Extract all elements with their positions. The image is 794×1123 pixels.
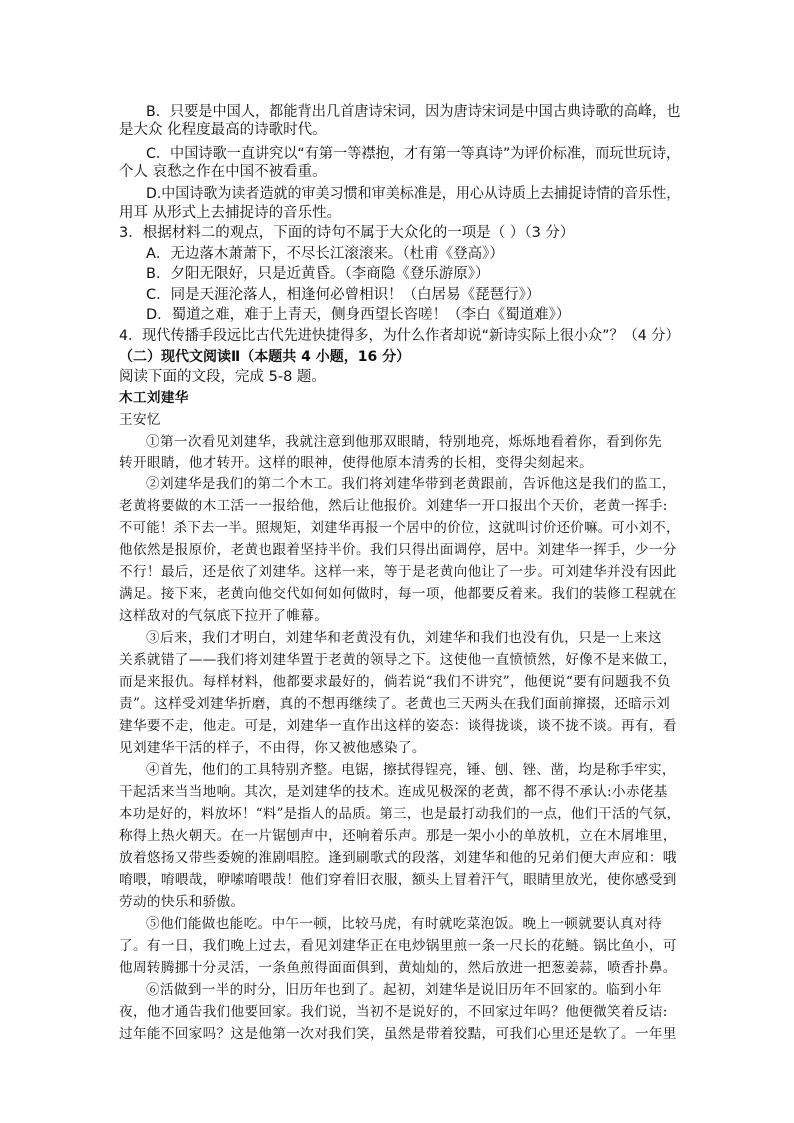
option-d-line-2: 用耳 从形式上去捕捉诗的音乐性。 bbox=[119, 205, 342, 221]
article-title: 木工刘建华 bbox=[119, 390, 189, 406]
paragraph-3-line: 责”。这样受刘建华折磨，真的不想再继续了。老黄也三天两头在我们面前撺掇，还暗示刘 bbox=[119, 696, 671, 712]
question-3-option-c: C．同是天涯沦落人，相逢何必曾相识！（白居易《琵琶行》） bbox=[146, 287, 541, 303]
paragraph-2-line: 他依然是报原价，老黄也跟着坚持半价。我们只得出面调停，居中。刘建华一挥手，少一分 bbox=[119, 542, 677, 558]
paragraph-5-line: 他周转腾挪十分灵活，一条鱼煎得面面俱到，黄灿灿的，然后放进一把葱姜蒜，喷香扑鼻。 bbox=[119, 960, 677, 976]
paragraph-3-line: 关系就错了——我们将刘建华置于老黄的领导之下。这使他一直愤愤然，好像不是来做工， bbox=[119, 652, 677, 668]
paragraph-2-line: 这样敌对的气氛底下拉开了帷幕。 bbox=[119, 608, 329, 624]
paragraph-4-line: 称得上热火朝天。在一片锯刨声中，还响着乐声。那是一架小小的单放机，立在木屑堆里， bbox=[119, 828, 677, 844]
option-c-line-1: C．中国诗歌一直讲究以“有第一等襟抱，才有第一等真诗”为评价标准，而玩世玩诗， bbox=[146, 146, 681, 162]
paragraph-1-line: 转开眼睛，他才转开。这样的眼神，使得他原本清秀的长相，变得尖刻起来。 bbox=[119, 455, 594, 471]
paragraph-4-line: 唷喂，唷喂哉，咿嗦唷喂哉！他们穿着旧衣服，额头上冒着汗气，眼睛里放光，使你感受到 bbox=[119, 872, 677, 888]
reading-instruction: 阅读下面的文段，完成 5-8 题。 bbox=[119, 369, 326, 385]
question-3-stem: 3．根据材料二的观点，下面的诗句不属于大众化的一项是（ ）（3 分） bbox=[119, 225, 575, 241]
paragraph-1-line: ①第一次看见刘建华，我就注意到他那双眼睛，特别地亮，烁烁地看着你，看到你先 bbox=[146, 434, 662, 450]
option-d-line-1: D.中国诗歌为读者造就的审美习惯和审美标准是，用心从诗质上去捕捉诗情的音乐性， bbox=[146, 186, 681, 202]
question-3-option-d: D．蜀道之难，难于上青天，侧身西望长咨嗟！（李白《蜀道难》） bbox=[146, 307, 571, 323]
paragraph-6-line: 过年能不回家吗？这是他第一次对我们笑，虽然是带着狡黠，可我们心里还是软了。一年里 bbox=[119, 1026, 677, 1042]
paragraph-3-line: 建华要不走，他走。可是，刘建华一直作出这样的姿态：谈得拢谈，谈不拢不谈。再有，看 bbox=[119, 718, 677, 734]
paragraph-3-line: 见刘建华干活的样子，不由得，你又被他感染了。 bbox=[119, 740, 426, 756]
paragraph-2-line: 老黄将要做的木工活一一报给他，然后让他报价。刘建华一开口报出个天价，老黄一挥手: bbox=[119, 498, 668, 514]
option-b-line-1: B．只要是中国人，都能背出几首唐诗宋词，因为唐诗宋词是中国古典诗歌的高峰，也 bbox=[146, 104, 681, 120]
question-3-option-b: B．夕阳无限好，只是近黄昏。（李商隐《登乐游原》） bbox=[146, 266, 490, 282]
paragraph-2-line: 不可能！杀下去一半。照规矩，刘建华再报一个居中的价位，这就叫讨价还价嘛。可小刘不， bbox=[119, 520, 680, 536]
paragraph-4-line: 劳动的快乐和骄傲。 bbox=[119, 894, 245, 910]
question-4: 4．现代传播手段远比古代先进快捷得多，为什么作者却说“新诗实际上很小众”？（4 分） bbox=[119, 328, 680, 344]
paragraph-6-line: ⑥活做到一半的时分，旧历年也到了。起初，刘建华是说旧历年不回家的。临到小年 bbox=[146, 982, 662, 998]
paragraph-4-line: 干起活来当当地响。其次，是刘建华的技术。连成见极深的老黄，都不得不承认:小赤佬基 bbox=[119, 784, 668, 800]
paragraph-4-line: ④首先，他们的工具特别齐整。电锯，擦拭得锃亮，锤、刨、锉、凿，均是称手牢实， bbox=[146, 762, 676, 778]
paragraph-3-line: 而是来报仇。每样材料，他都要求最好的，倘若说“我们不讲究”，他便说“要有问题我不负 bbox=[119, 674, 671, 690]
paragraph-2-line: ②刘建华是我们的第二个木工。我们将刘建华带到老黄跟前，告诉他这是我们的监工， bbox=[146, 476, 676, 492]
paragraph-5-line: ⑤他们能做也能吃。中午一顿，比较马虎，有时就吃菜泡饭。晚上一顿就要认真对待 bbox=[146, 916, 662, 932]
paragraph-4-line: 放着悠扬又带些委婉的淮剧唱腔。逢到刷歌式的段落，刘建华和他的兄弟们便大声应和：哦 bbox=[119, 850, 677, 866]
article-author: 王安忆 bbox=[119, 412, 161, 428]
paragraph-5-line: 了。有一日，我们晚上过去，看见刘建华正在电炒锅里煎一条一尺长的花鲢。锅比鱼小，可 bbox=[119, 938, 677, 954]
paragraph-3-line: ③后来，我们才明白，刘建华和老黄没有仇，刘建华和我们也没有仇，只是一上来这 bbox=[146, 630, 662, 646]
option-b-line-2: 是大众 化程度最高的诗歌时代。 bbox=[119, 122, 327, 138]
paragraph-6-line: 夜，他才通告我们他要回家。我们说，当初不是说好的，不回家过年吗？他便微笑着反诘: bbox=[119, 1004, 668, 1020]
question-3-option-a: A．无边落木萧萧下，不尽长江滚滚来。（杜甫《登高》） bbox=[146, 246, 504, 262]
paragraph-2-line: 不行！最后，还是依了刘建华。这样一来，等于是老黄向他让了一步。可刘建华并没有因此 bbox=[119, 564, 677, 580]
section-heading: （二）现代文阅读Ⅱ（本题共 4 小题，16 分） bbox=[119, 349, 411, 365]
paragraph-2-line: 满足。接下来，老黄向他交代如何如何做时，每一项，他都要反着来。我们的装修工程就在 bbox=[119, 586, 677, 602]
option-c-line-2: 个人 哀愁之作在中国不被看重。 bbox=[119, 164, 327, 180]
paragraph-4-line: 本功是好的，料放坏！“料”是指人的品质。第三，也是最打动我们的一点，他们干活的气氛， bbox=[119, 806, 681, 822]
